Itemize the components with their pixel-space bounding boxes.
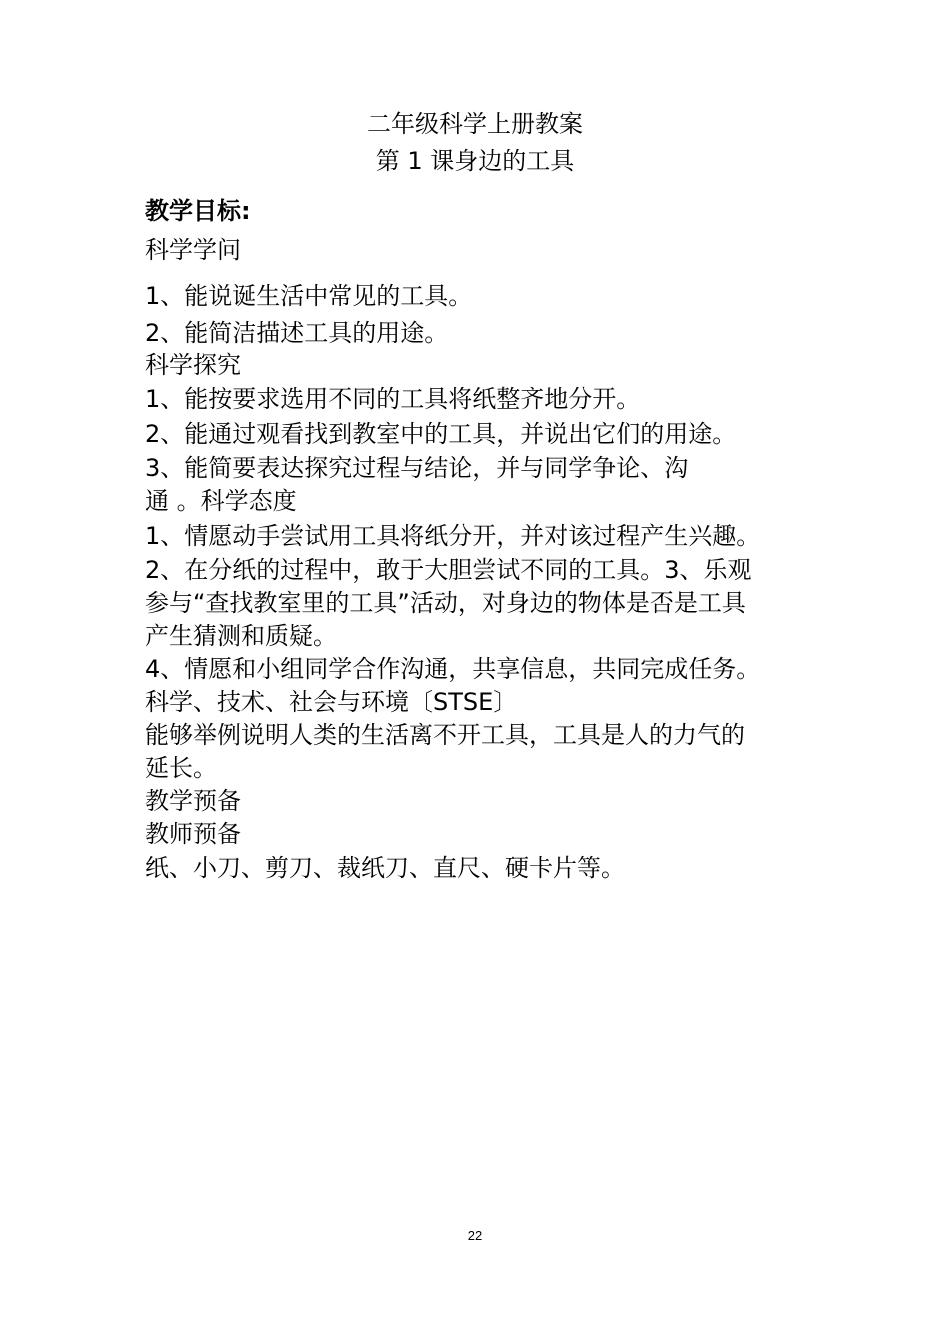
document-title: 二年级科学上册教案 xyxy=(367,110,583,138)
body-line: 1、能说诞生活中常见的工具。 xyxy=(145,282,473,310)
body-line: 产生猜测和质疑。 xyxy=(145,622,337,650)
body-line: 通 。科学态度 xyxy=(145,487,297,515)
subheading-teacher-prep: 教师预备 xyxy=(145,820,241,848)
body-line: 3、能简要表达探究过程与结论，并与同学争论、沟 xyxy=(145,454,689,482)
section-heading-teaching-goals: 教学目标: xyxy=(145,197,251,225)
body-line: 延长。 xyxy=(145,754,217,782)
subheading-teaching-prep: 教学预备 xyxy=(145,787,241,815)
body-line: 能够举例说明人类的生活离不开工具，工具是人的力气的 xyxy=(145,721,745,749)
body-line: 1、能按要求选用不同的工具将纸整齐地分开。 xyxy=(145,385,641,413)
body-line: 2、能通过观看找到教室中的工具，并说出它们的用途。 xyxy=(145,420,737,448)
body-line: 2、能简洁描述工具的用途。 xyxy=(145,319,449,347)
body-line: 2、在分纸的过程中，敢于大胆尝试不同的工具。3、乐观 xyxy=(145,556,752,584)
body-line: 纸、小刀、剪刀、裁纸刀、直尺、硬卡片等。 xyxy=(145,854,625,882)
body-line: 4、情愿和小组同学合作沟通，共享信息，共同完成任务。 xyxy=(145,655,761,683)
page-number: 22 xyxy=(467,1228,483,1243)
subheading-science-knowledge: 科学学问 xyxy=(145,236,241,264)
lesson-title: 第 1 课身边的工具 xyxy=(375,147,575,175)
subheading-science-inquiry: 科学探究 xyxy=(145,351,241,379)
body-line: 1、情愿动手尝试用工具将纸分开，并对该过程产生兴趣。 xyxy=(145,522,761,550)
subheading-stse: 科学、技术、社会与环境〔STSE〕 xyxy=(145,688,518,716)
body-line: 参与“查找教室里的工具”活动，对身边的物体是否是工具 xyxy=(145,589,746,617)
